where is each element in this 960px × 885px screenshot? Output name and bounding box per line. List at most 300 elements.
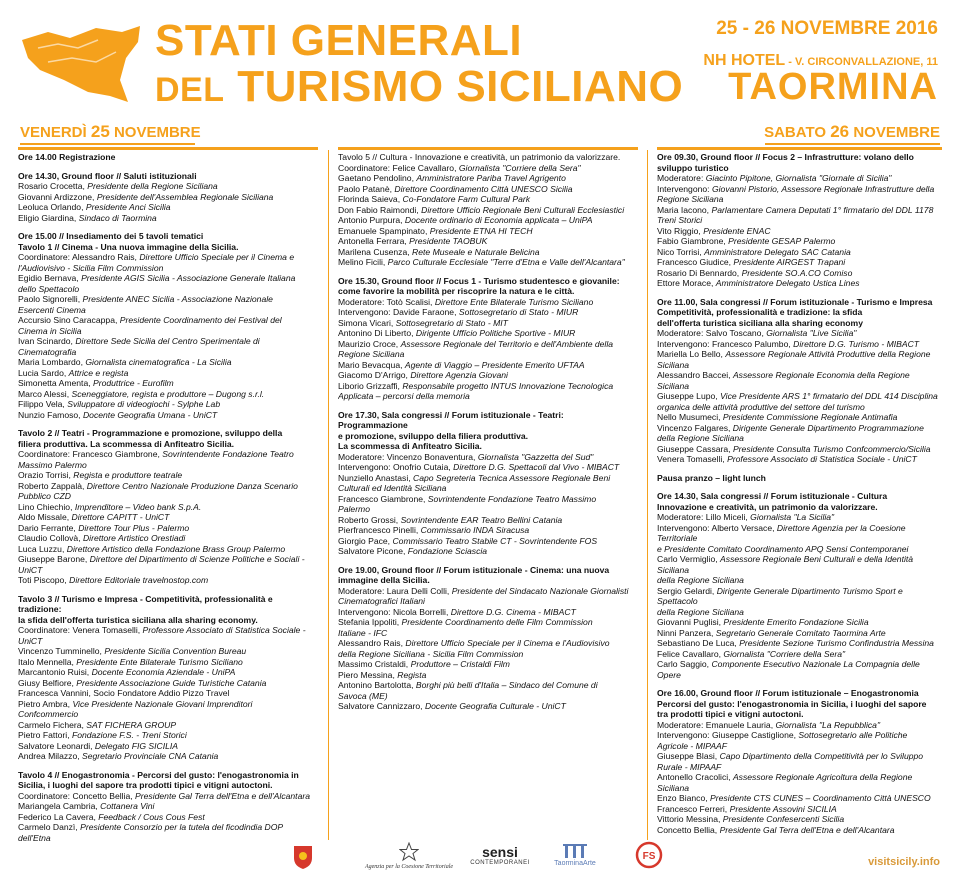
italic-role: Italiane - IFC [338,627,388,638]
name-text: Carmelo Fichera, [18,719,87,730]
italic-role: Giornalista "Live Sicilia" [766,328,857,338]
name-text: Emanuele Spampinato, [338,225,430,236]
italic-role: Presidente dell'Assemblea Regionale Siciliana [96,191,274,202]
program-line [18,171,310,182]
program-line [657,444,942,455]
italic-role: Vice Presidente ARS 1° firmatario del DDL 414 Disciplina [720,391,938,401]
program-line [18,202,310,213]
program-line [657,412,942,423]
program-line [338,701,630,712]
program-line [18,410,310,421]
italic-role: Attrice e regista [68,367,129,378]
program-session [338,152,630,268]
italic-role: Presidente Assovini SICILIA [729,803,837,814]
name-text: Federico La Cavera, [18,811,99,822]
fs-emblem-icon [635,840,663,870]
name-text: Vito Riggio, [657,225,704,236]
program-line [657,433,942,444]
name-text: Concetto Bellia, [657,824,720,835]
bold-text: Ore 14.30, Ground floor // Saluti istituzionali [18,170,197,181]
name-text: Giuseppe Barone, [18,554,90,564]
program-session [657,152,942,289]
italic-role: Agricole - MIPAAF [657,740,728,751]
name-text: Accursio Sino Caracappa, [18,315,120,325]
program-line [18,615,310,626]
program-line [338,659,630,670]
name-text: Antonino Bartolotta, [338,680,416,690]
italic-role: Presidente Confesercenti Sicilia [722,814,845,824]
program-line [18,326,310,337]
program-line [338,381,630,392]
program-line [338,152,630,163]
italic-role: Assessore Regionale del Territorio e dell'Ambiente della [400,338,614,349]
event-dates: 25 - 26 NOVEMBRE 2016 [716,18,938,39]
italic-role: Giacinto Pipitone, Giornalista "Giornale di Sicilia" [705,173,892,183]
program-line [18,181,310,192]
program-line [338,184,630,195]
fondazione-fs-logo [632,840,666,872]
name-text: Venera Tomaselli, [657,454,728,464]
italic-role: Presidente Anci Sicilia [85,202,171,212]
name-text: Paolo Signorelli, [18,294,83,304]
italic-role: Presidente Gal Terra dell'Etna e dell'Alcantara [719,824,895,835]
program-line [657,491,942,502]
italic-role: Produttore – Cristaldi Film [410,659,510,669]
program-line [657,730,942,741]
program-day1-column2 [338,152,630,842]
program-line [657,307,942,318]
program-line [18,575,310,586]
program-line [18,428,310,439]
program-line [657,423,942,434]
program-line [338,257,630,268]
columns-icon [563,844,587,858]
italic-role: Docente Economia Aziendale - UniPA [91,667,236,677]
program-line [657,205,942,216]
program-line [18,554,310,575]
italic-role: Commissario INDA Siracusa [420,525,530,535]
day1-month: NOVEMBRE [113,124,201,141]
name-text: Moderatore: [657,173,706,183]
title-turismo: TURISMO SICILIANO [237,62,684,111]
program-line [657,523,942,544]
program-line [338,617,630,628]
program-line [657,699,942,710]
name-text: Salvatore Cannizzaro, [338,701,425,711]
name-text: Intervengono: Onofrio Cutaia, [338,462,454,472]
name-text: Vincenzo Tumminello, [18,646,105,656]
name-text: Francesco Giudice, [657,257,734,267]
bold-text: Ore 14.00 Registrazione [18,152,116,162]
bold-text: Tavolo 4 // Enogastronomia - Percorsi del gusto: l'enogastronomia in [18,769,299,780]
program-session [18,770,310,843]
program-day2-column [657,152,942,842]
hotel-name: NH HOTEL [703,52,786,69]
italic-role: Direttore Centro Nazionale Produzione Danza Scenario [86,480,298,491]
program-line [18,357,310,368]
program-line [338,370,630,381]
program-line [338,173,630,184]
day2-heading [764,122,940,142]
program-session [338,410,630,557]
program-line [657,194,942,205]
italic-role: Segretario Generale Comitato Taormina Arte [715,627,886,638]
italic-role: Giornalista cinematografica - La Sicilia [85,357,232,367]
program-line [657,688,942,699]
program-line [18,678,310,689]
name-text: Giovanni Puglisi, [657,617,724,627]
event-city: TAORMINA [728,66,938,108]
program-session [657,297,942,465]
italic-role: Co-Fondatore Farm Cultural Park [402,194,531,204]
program-line [657,163,942,174]
program-line [657,236,942,247]
name-text: Coordinatore: Venera Tomaselli, [18,625,143,635]
name-text: Alessandro Baccei, [657,370,733,380]
regione-siciliana-logo [290,844,316,872]
name-text: Leoluca Orlando, [18,202,86,212]
day2-month: NOVEMBRE [853,124,940,141]
name-text: Carlo Saggio, [657,659,712,669]
program-line [338,638,630,649]
name-text: Intervengono: Nicola Borrelli, [338,606,451,617]
program-line [18,791,310,802]
italic-role: Professore Associato di Statistica Sociale - UniCT [727,454,917,464]
italic-role: Direttore Editoriale travelnostop.com [69,575,209,585]
program-line [18,533,310,544]
italic-role: Sceneggiatore, regista e produttore – Dugong s.r.l. [71,388,265,399]
italic-role: Cinematografici Italiani [338,596,425,606]
program-line [18,336,310,357]
name-text: Roberto Zappalà, [18,480,87,491]
event-title-line1: STATI GENERALI [155,16,523,65]
italic-role: Pubblico CZD [18,491,72,501]
italic-role: Direttore Ufficio Speciale per il Cinema e [139,252,295,262]
program-line [657,391,942,402]
italic-role: Sottosegretario di Stato - MIUR [458,307,579,317]
name-text: Nico Torrisi, [657,246,705,257]
program-line [338,286,630,297]
name-text: Salvatore Picone, [338,546,408,556]
program-line [657,544,942,555]
program-line [338,328,630,339]
italic-role: Regione Siciliana [338,349,405,359]
program-session [18,152,310,163]
program-session [338,276,630,402]
program-line [18,252,310,263]
italic-role: Direttore D.G. Cinema - MIBACT [450,606,576,617]
program-line [18,646,310,657]
name-text: Sergio Gelardi, [657,585,717,596]
italic-role: Presidente della Regione Siciliana [87,181,218,191]
program-line [338,194,630,205]
day1-underline [20,143,195,145]
name-text: Giorgio Pace, [338,535,393,546]
column-divider-1 [328,150,329,840]
program-line [338,205,630,216]
program-line [657,184,942,195]
program-line [657,247,942,258]
italic-role: Cottanera Vini [100,801,155,811]
italic-role: Presidente del Sindacato Nazionale Giornalisti [451,585,629,596]
italic-role: Applicata – percorsi della memoria [338,391,470,401]
italic-role: Giornalista "La Sicilia" [750,512,835,522]
star-emblem-icon [399,842,419,862]
program-line [338,215,630,226]
bold-text: come favorire la mobilità per riscoprire la natura e le città. [338,286,575,296]
program-session [657,473,942,484]
italic-role: Feedback / Cous Cous Fest [98,811,205,822]
program-line [338,339,630,350]
program-line [18,263,310,274]
program-line [338,565,630,576]
italic-role: dello Spettacolo [18,283,80,294]
day2-number: 26 [830,122,850,141]
program-line [338,536,630,547]
program-line [18,667,310,678]
italic-role: Presidente AIRGEST Trapani [733,257,846,267]
program-line [657,772,942,793]
program-line [657,502,942,513]
italic-role: Direttore D.G. Spettacoli dal Vivo - MIBACT [453,462,620,472]
name-text: Dario Ferrante, [18,522,79,533]
italic-role: Presidente GESAP Palermo [728,236,836,246]
program-line [18,213,310,224]
program-line [338,226,630,237]
program-line [18,625,310,646]
name-text: Nunzio Famoso, [18,409,83,420]
name-text: Mariella Lo Bello, [657,349,726,359]
italic-role: Presidente Sezione Turismo Confindustria Messina [739,638,934,648]
name-text: Antonino Di Liberto, [338,328,416,338]
italic-role: Presidente ANEC Sicilia - Associazione Nazionale Esercenti Cinema [18,294,273,315]
program-line [657,226,942,237]
program-line [18,751,310,762]
program-session [657,688,942,835]
bold-text: la sfida dell'offerta turistica siciliana alla sharing economy. [18,614,258,625]
program-line [18,231,310,242]
name-text: Lucia Sardo, [18,367,69,378]
name-text: Alessandro Rais, [338,638,406,648]
italic-role: Agente di Viaggio – Presidente Emerito UFTAA [404,359,585,370]
italic-role: Sottosegretario di Stato - MIT [395,317,508,328]
program-line [657,804,942,815]
name-text: Moderatore: Laura Delli Colli, [338,585,452,596]
program-line [657,215,942,226]
italic-role: Direttore Artistico della Fondazione Brass Group Palermo [66,543,286,554]
program-line [657,607,942,618]
program-line [338,360,630,371]
website-link[interactable]: visitsicily.info [868,856,940,868]
col1-top-rule [18,147,318,150]
name-text: Sebastiano De Luca, [657,638,740,648]
italic-role: della Regione Siciliana [657,606,744,617]
program-line [657,318,942,329]
program-line [18,368,310,379]
program-line [657,370,942,391]
name-text: Antonello Cracolici, [657,772,733,782]
name-text: Giovanni Ardizzone, [18,191,97,202]
program-line [338,431,630,442]
italic-role: Presidente ETNA HI TECH [429,225,533,236]
italic-role: Presidente Coordinamento delle Film Commission [401,617,593,627]
program-line [18,460,310,471]
bold-text: e promozione, sviluppo della filiera produttiva. [338,430,529,441]
program-line [338,670,630,681]
bold-text: Tavolo 1 // Cinema - Una nuova immagine della Sicilia. [18,241,239,252]
name-text: Gaetano Pendolino, [338,173,417,183]
italic-role: Culturali ed Identità Siciliana [338,483,447,493]
name-text: Salvatore Leonardi, [18,740,95,751]
bold-text: Competitività, professionalità e tradizione: la sfida [657,307,863,317]
name-text: Paolo Patanè, [338,183,395,194]
program-line [338,441,630,452]
name-text: Intervengono: Alberto Versace, [657,522,777,533]
italic-role: Direttore Tour Plus - Palermo [78,522,190,533]
bold-text: tra prodotti tipici e vitigni autoctoni. [657,709,804,719]
name-text: Stefania Ippoliti, [338,617,402,627]
italic-role: Presidente SO.A.CO Comiso [741,267,853,278]
name-text: Florinda Saieva, [338,194,403,204]
italic-role: Capo Dipartimento della Competitività per lo Sviluppo [719,751,924,761]
sicily-logo [18,18,146,116]
program-line [338,462,630,473]
name-text: Moderatore: Salvo Toscano, [657,328,767,338]
bold-text: dell'offerta turistica siciliana alla sharing economy [657,317,863,328]
program-line [338,546,630,557]
program-line [338,391,630,402]
program-line [338,307,630,318]
italic-role: Docente ordinario di Economia applicata – UniPA [404,215,593,225]
bold-text: Ore 15.30, Ground floor // Focus 1 - Turismo studentesco e giovanile: [338,275,620,286]
name-text: Vincenzo Falgares, [657,422,733,433]
italic-role: Presidente AGIS Sicilia - Associazione Generale Italiana [81,273,296,283]
name-text: Maria Iacono, [657,204,712,215]
name-text: Orazio Torrisi, [18,470,74,480]
bold-text: Ore 19.00, Ground floor // Forum istituzionale - Cinema: una nuova [338,564,610,575]
program-line [338,349,630,360]
italic-role: Direttore Agenzia Giovani [410,370,508,380]
program-line [18,770,310,781]
program-line [657,586,942,607]
name-text: Don Fabio Raimondi, [338,204,422,215]
program-line [657,173,942,184]
name-text: Giuseppe Lupo, [657,391,721,401]
col2-top-rule [338,147,638,150]
name-text: Ivan Scinardo, [18,336,76,346]
taormina-arte-logo [545,844,605,867]
program-line [338,515,630,526]
program-line [657,512,942,523]
italic-role: Dirigente Generale Dipartimento Programmazione [732,422,924,433]
day1-heading [20,122,201,142]
program-line [18,399,310,410]
italic-role: Presidente Gal Terra dell'Etna e dell'Alcantara [135,790,310,801]
italic-role: Sovrintendente EAR Teatro Bellini Catania [400,514,563,525]
bold-text: Tavolo 2 // Teatri - Programmazione e promozione, sviluppo della [18,428,283,438]
coat-of-arms-icon [292,844,314,870]
italic-role: Giornalista "Corriere della Sera" [723,648,846,659]
name-text: Pierfrancesco Pinelli, [338,525,421,535]
program-line [18,491,310,502]
bold-text: La scommessa di Anfiteatro Sicilia. [338,441,482,451]
program-line [338,586,630,597]
program-line [18,389,310,400]
italic-role: l'Audiovisivo - Sicilia Film Commission [18,262,164,273]
italic-role: Giornalista "Gazzetta del Sud" [477,451,594,462]
italic-role: Amministratore Delegato Ustica Lines [715,278,860,288]
event-title-line2 [155,62,683,112]
program-line [18,720,310,731]
italic-role: Treni Storici [657,215,703,225]
program-line [657,741,942,752]
program-line [657,257,942,268]
name-text: Marcantonio Ruisi, [18,667,92,677]
italic-role: della Regione Siciliana [657,433,744,443]
program-line [657,328,942,339]
name-text: Tavolo 5 // Cultura - Innovazione e creatività, un patrimonio da valorizzare. [338,152,621,162]
day2-underline [765,143,940,145]
italic-role: Fondazione Sciascia [407,546,488,556]
italic-role: Docente Geografia Culturale - UniCT [424,701,566,711]
program-line [657,793,942,804]
program-line [18,512,310,523]
program-line [18,273,310,284]
bold-text: Ore 09.30, Ground floor // Focus 2 – Infrastrutture: volano dello [657,152,914,162]
program-line [338,410,630,431]
agenzia-coesione-text: Agenzia per la Coesione Territoriale [364,864,454,870]
italic-role: Sottosegretario alle Politiche [798,730,908,740]
italic-role: Parlamentare Camera Deputati 1° firmatario del DDL 1178 [711,204,934,215]
program-line [18,812,310,823]
name-text: Eligio Giardina, [18,212,79,223]
name-text: Coordinatore: Concetto Bellia, [18,790,136,801]
program-line [18,594,310,615]
name-text: Giuseppe Blasi, [657,751,720,761]
name-text: Francesco Ferreri, [657,803,730,814]
bold-text: immagine della Sicilia. [338,575,430,585]
italic-role: Direttore Sede Sicilia del Centro Sperimentale di Cinematografia [18,336,260,357]
italic-role: Sovrintendente Fondazione Teatro [162,449,294,459]
italic-role: Assessore Regionale Attività Produttive della Regione [725,349,931,359]
name-text: Giuseppe Cassara, [657,443,733,454]
name-text: Marco Alessi, [18,388,72,399]
program-line [657,659,942,680]
italic-role: Direttore D.G. Turismo - MIBACT [793,338,920,349]
name-text: Nello Musumeci, [657,412,723,422]
program-line [657,709,942,720]
italic-role: Regista e produttore teatrale [73,470,183,480]
bold-text: sviluppo turistico [657,162,729,173]
program-line [18,657,310,668]
name-text: Giusy Belfiore, [18,677,77,688]
name-text: Moderatore: Vincenzo Bonaventura, [338,451,478,462]
italic-role: Direttore Coordinamento Città UNESCO Sicilia [394,183,573,194]
bold-text: Pausa pranzo – light lunch [657,472,766,483]
italic-role: Direttore Ente Bilaterale Turismo Siciliano [434,296,594,307]
program-line [657,360,942,371]
name-text: Melino Ficili, [338,257,388,267]
bold-text: Ore 14.30, Sala congressi // Forum istituzionale - Cultura [657,491,888,501]
name-text: Intervengono: Francesco Palumbo, [657,338,794,349]
bold-text: Ore 17.30, Sala congressi // Forum istituzionale - Teatri: Programmazione [338,409,564,430]
program-session [18,594,310,762]
italic-role: Giornalista "La Repubblica" [775,719,880,730]
name-text: Fabio Giambrone, [657,236,729,246]
program-line [338,276,630,287]
program-line [18,780,310,791]
program-session [338,565,630,712]
